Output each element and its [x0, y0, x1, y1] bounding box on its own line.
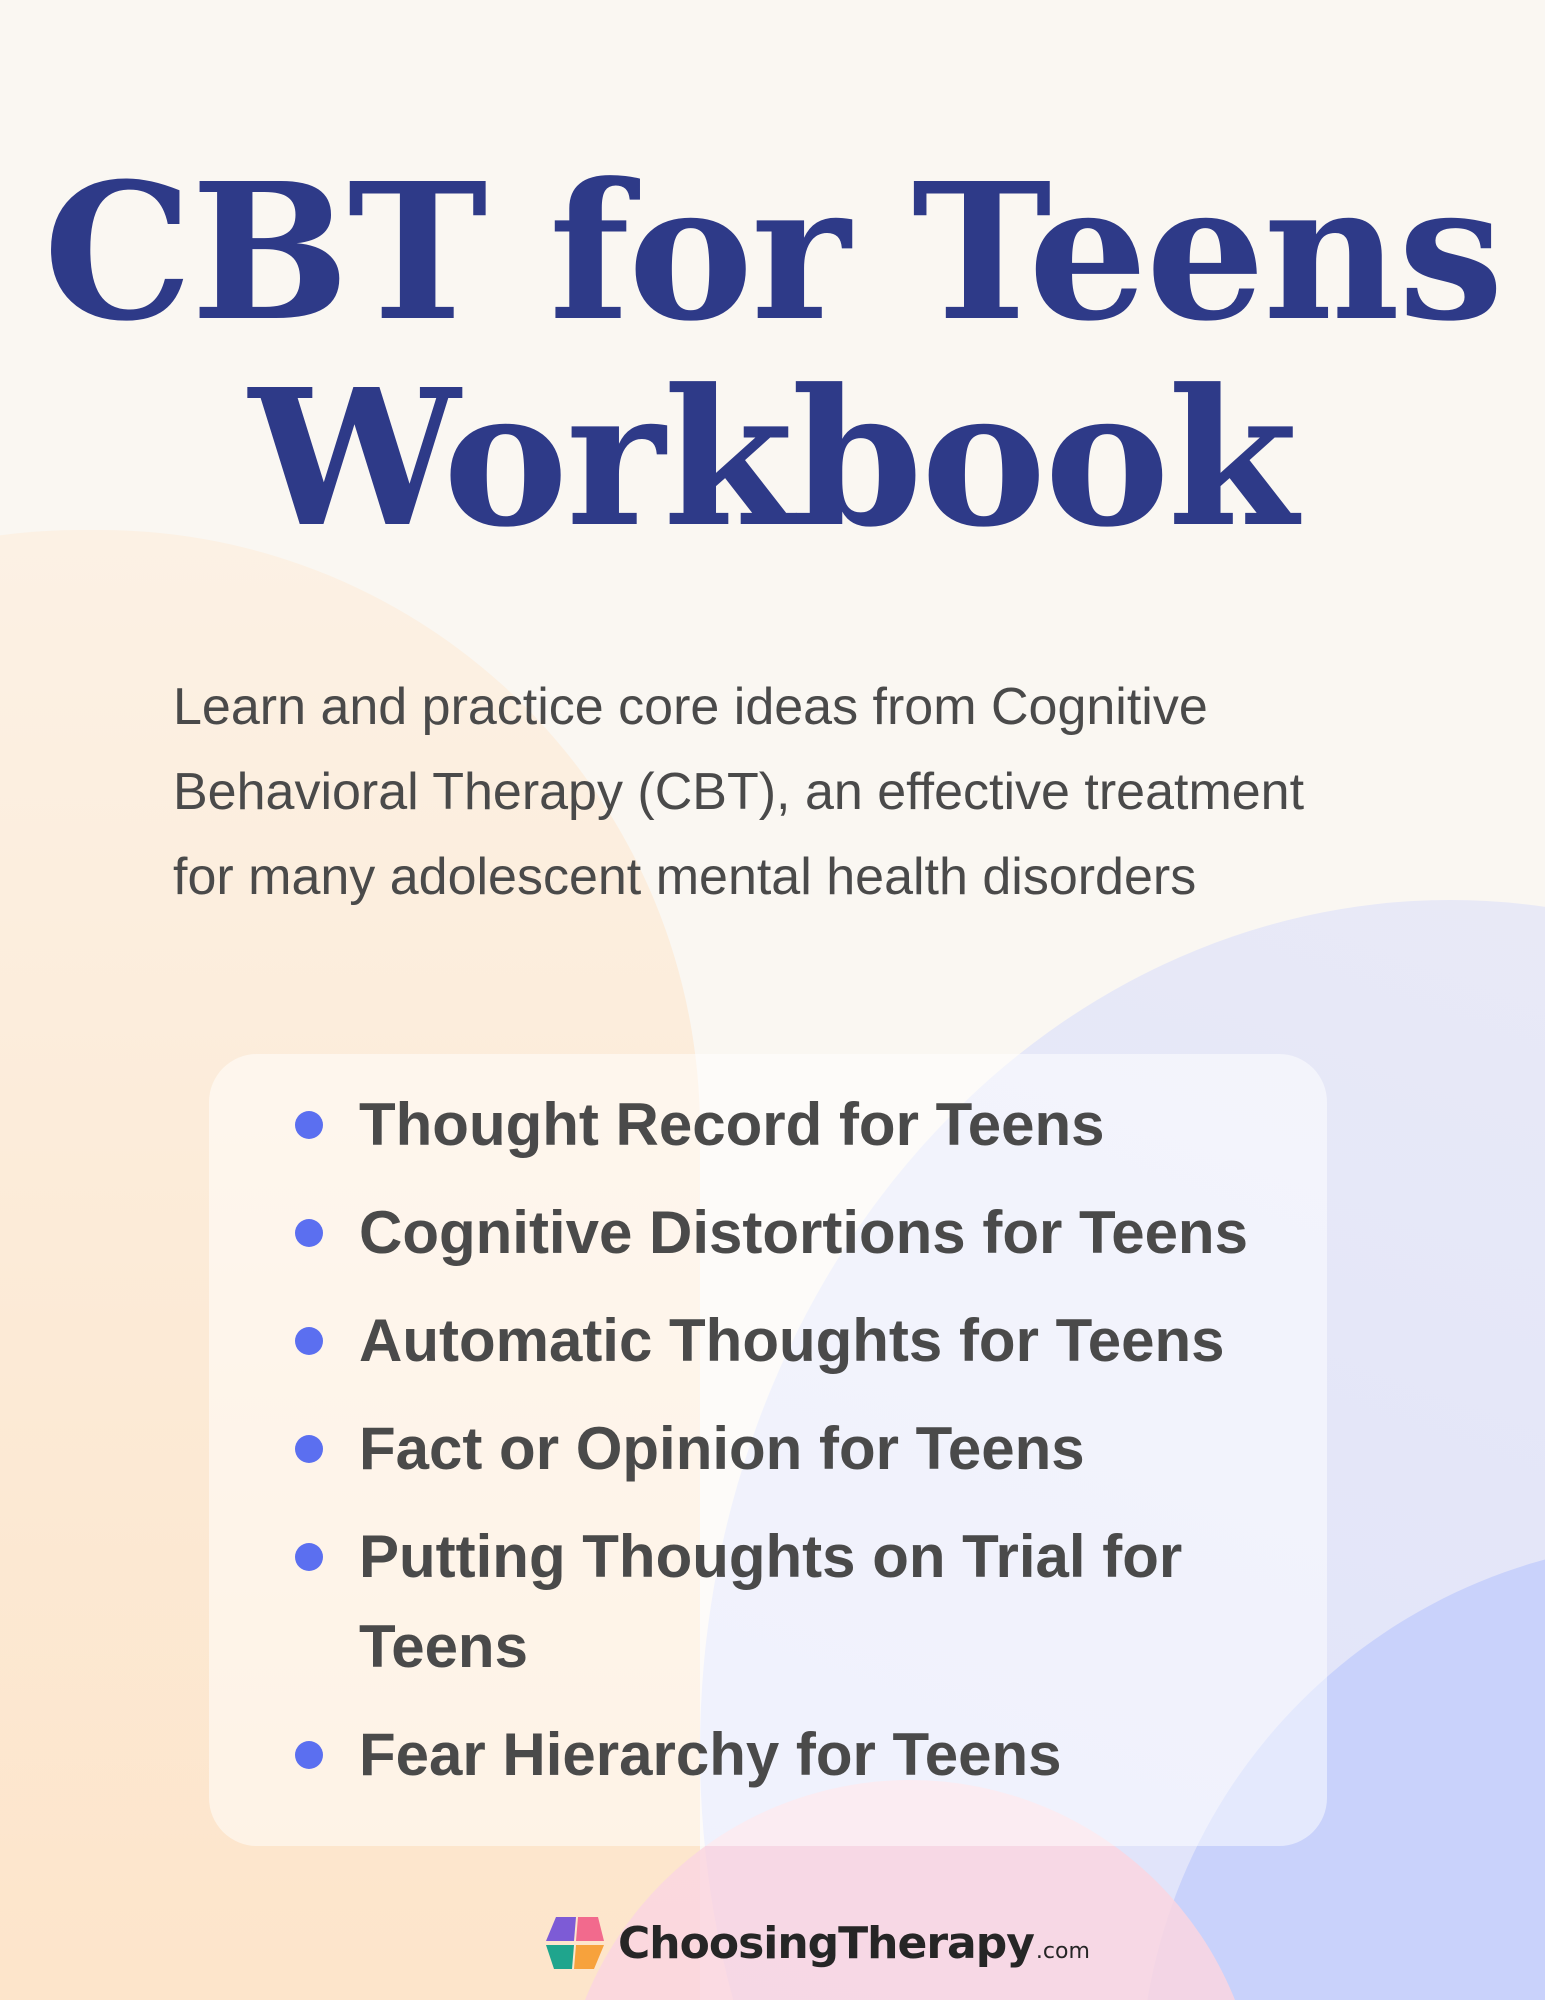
choosingtherapy-logo-icon [542, 1911, 606, 1975]
page-title-line-1: CBT for Teens [43, 142, 1502, 363]
intro-paragraph: Learn and practice core ideas from Cognitive Behavioral Therapy (CBT), an effective treatment for many adolescent mental health disorders [173, 678, 1305, 906]
list-item-label: Putting Thoughts on Trial for Teens [359, 1523, 1183, 1680]
bullet-dot-icon [295, 1219, 323, 1247]
list-item [295, 1512, 1295, 1692]
list-item-label: Automatic Thoughts for Teens [359, 1307, 1225, 1374]
list-item-label: Cognitive Distortions for Teens [359, 1199, 1248, 1266]
brand-name: ChoosingTherapy [618, 1917, 1034, 1969]
list-item [295, 1296, 1295, 1386]
bullet-dot-icon [295, 1327, 323, 1355]
bullet-dot-icon [295, 1111, 323, 1139]
topics-card [209, 1054, 1327, 1846]
bullet-dot-icon [295, 1741, 323, 1769]
topics-list [295, 1080, 1295, 1818]
list-item-label: Fear Hierarchy for Teens [359, 1721, 1062, 1788]
list-item-label: Thought Record for Teens [359, 1091, 1105, 1158]
list-item [295, 1710, 1295, 1800]
list-item [295, 1188, 1295, 1278]
page-title-line-2: Workbook [248, 348, 1296, 569]
list-item [295, 1080, 1295, 1170]
brand-suffix: .com [1035, 1938, 1090, 1964]
list-item-label: Fact or Opinion for Teens [359, 1415, 1085, 1482]
list-item [295, 1404, 1295, 1494]
bullet-dot-icon [295, 1543, 323, 1571]
page-title [0, 142, 1545, 569]
brand-logo [542, 1910, 1090, 1976]
bullet-dot-icon [295, 1435, 323, 1463]
